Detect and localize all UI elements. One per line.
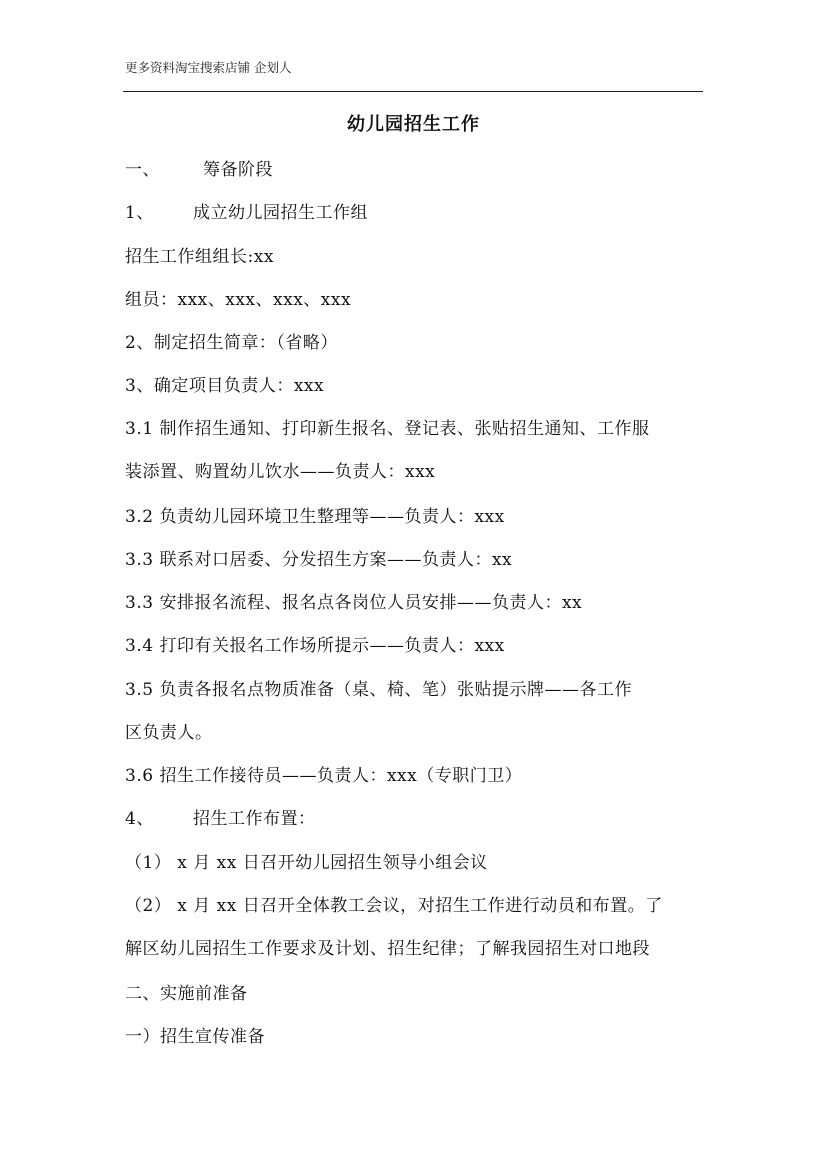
paragraph-4 — [125, 804, 710, 829]
paragraph-2: 2、制定招生简章：（省略） — [125, 333, 338, 353]
group-leader: 招生工作组组长:xx — [125, 247, 274, 267]
paragraph-3-1-line1: 3.1 制作招生通知、打印新生报名、登记表、张贴招生通知、工作服 — [125, 419, 650, 439]
meeting-2-line1: （2） x 月 xx 日召开全体教工会议，对招生工作进行动员和布置。了 — [125, 896, 663, 916]
paragraph-3-4: 3.4 打印有关报名工作场所提示——负责人：xxx — [125, 636, 505, 656]
paragraph-3-3b: 3.3 安排报名流程、报名点各岗位人员安排——负责人：xx — [125, 593, 583, 613]
paragraph-3-6: 3.6 招生工作接待员——负责人：xxx（专职门卫） — [125, 766, 523, 786]
paragraph-3-5-line2: 区负责人。 — [125, 723, 213, 743]
section-title: 筹备阶段 — [203, 160, 273, 180]
paragraph-1 — [125, 198, 710, 223]
subsection-heading: 一）招生宣传准备 — [125, 1027, 265, 1047]
paragraph-3-3a: 3.3 联系对口居委、分发招生方案——负责人：xx — [125, 550, 513, 570]
meeting-1: （1） x 月 xx 日召开幼儿园招生领导小组会议 — [125, 853, 488, 873]
page-header: 更多资料淘宝搜索店铺 企划人 — [125, 60, 292, 75]
section-heading-1 — [125, 155, 710, 180]
document-title: 幼儿园招生工作 — [347, 114, 480, 135]
paragraph-3: 3、确定项目负责人：xxx — [125, 376, 325, 396]
item-text: 招生工作布置： — [193, 809, 316, 829]
section-number: 一、 — [125, 160, 160, 180]
item-number: 1、 — [125, 203, 154, 223]
item-number: 4、 — [125, 809, 154, 829]
section-heading-2: 二、实施前准备 — [125, 984, 248, 1004]
header-divider — [123, 91, 703, 92]
meeting-2-line2: 解区幼儿园招生工作要求及计划、招生纪律；了解我园招生对口地段 — [125, 939, 650, 959]
paragraph-3-2: 3.2 负责幼儿园环境卫生整理等——负责人：xxx — [125, 507, 505, 527]
group-members: 组员：xxx、xxx、xxx、xxx — [125, 290, 352, 310]
paragraph-3-1-line2: 装添置、购置幼儿饮水——负责人：xxx — [125, 462, 436, 482]
paragraph-3-5-line1: 3.5 负责各报名点物质准备（桌、椅、笔）张贴提示牌——各工作 — [125, 680, 632, 700]
item-text: 成立幼儿园招生工作组 — [193, 203, 368, 223]
